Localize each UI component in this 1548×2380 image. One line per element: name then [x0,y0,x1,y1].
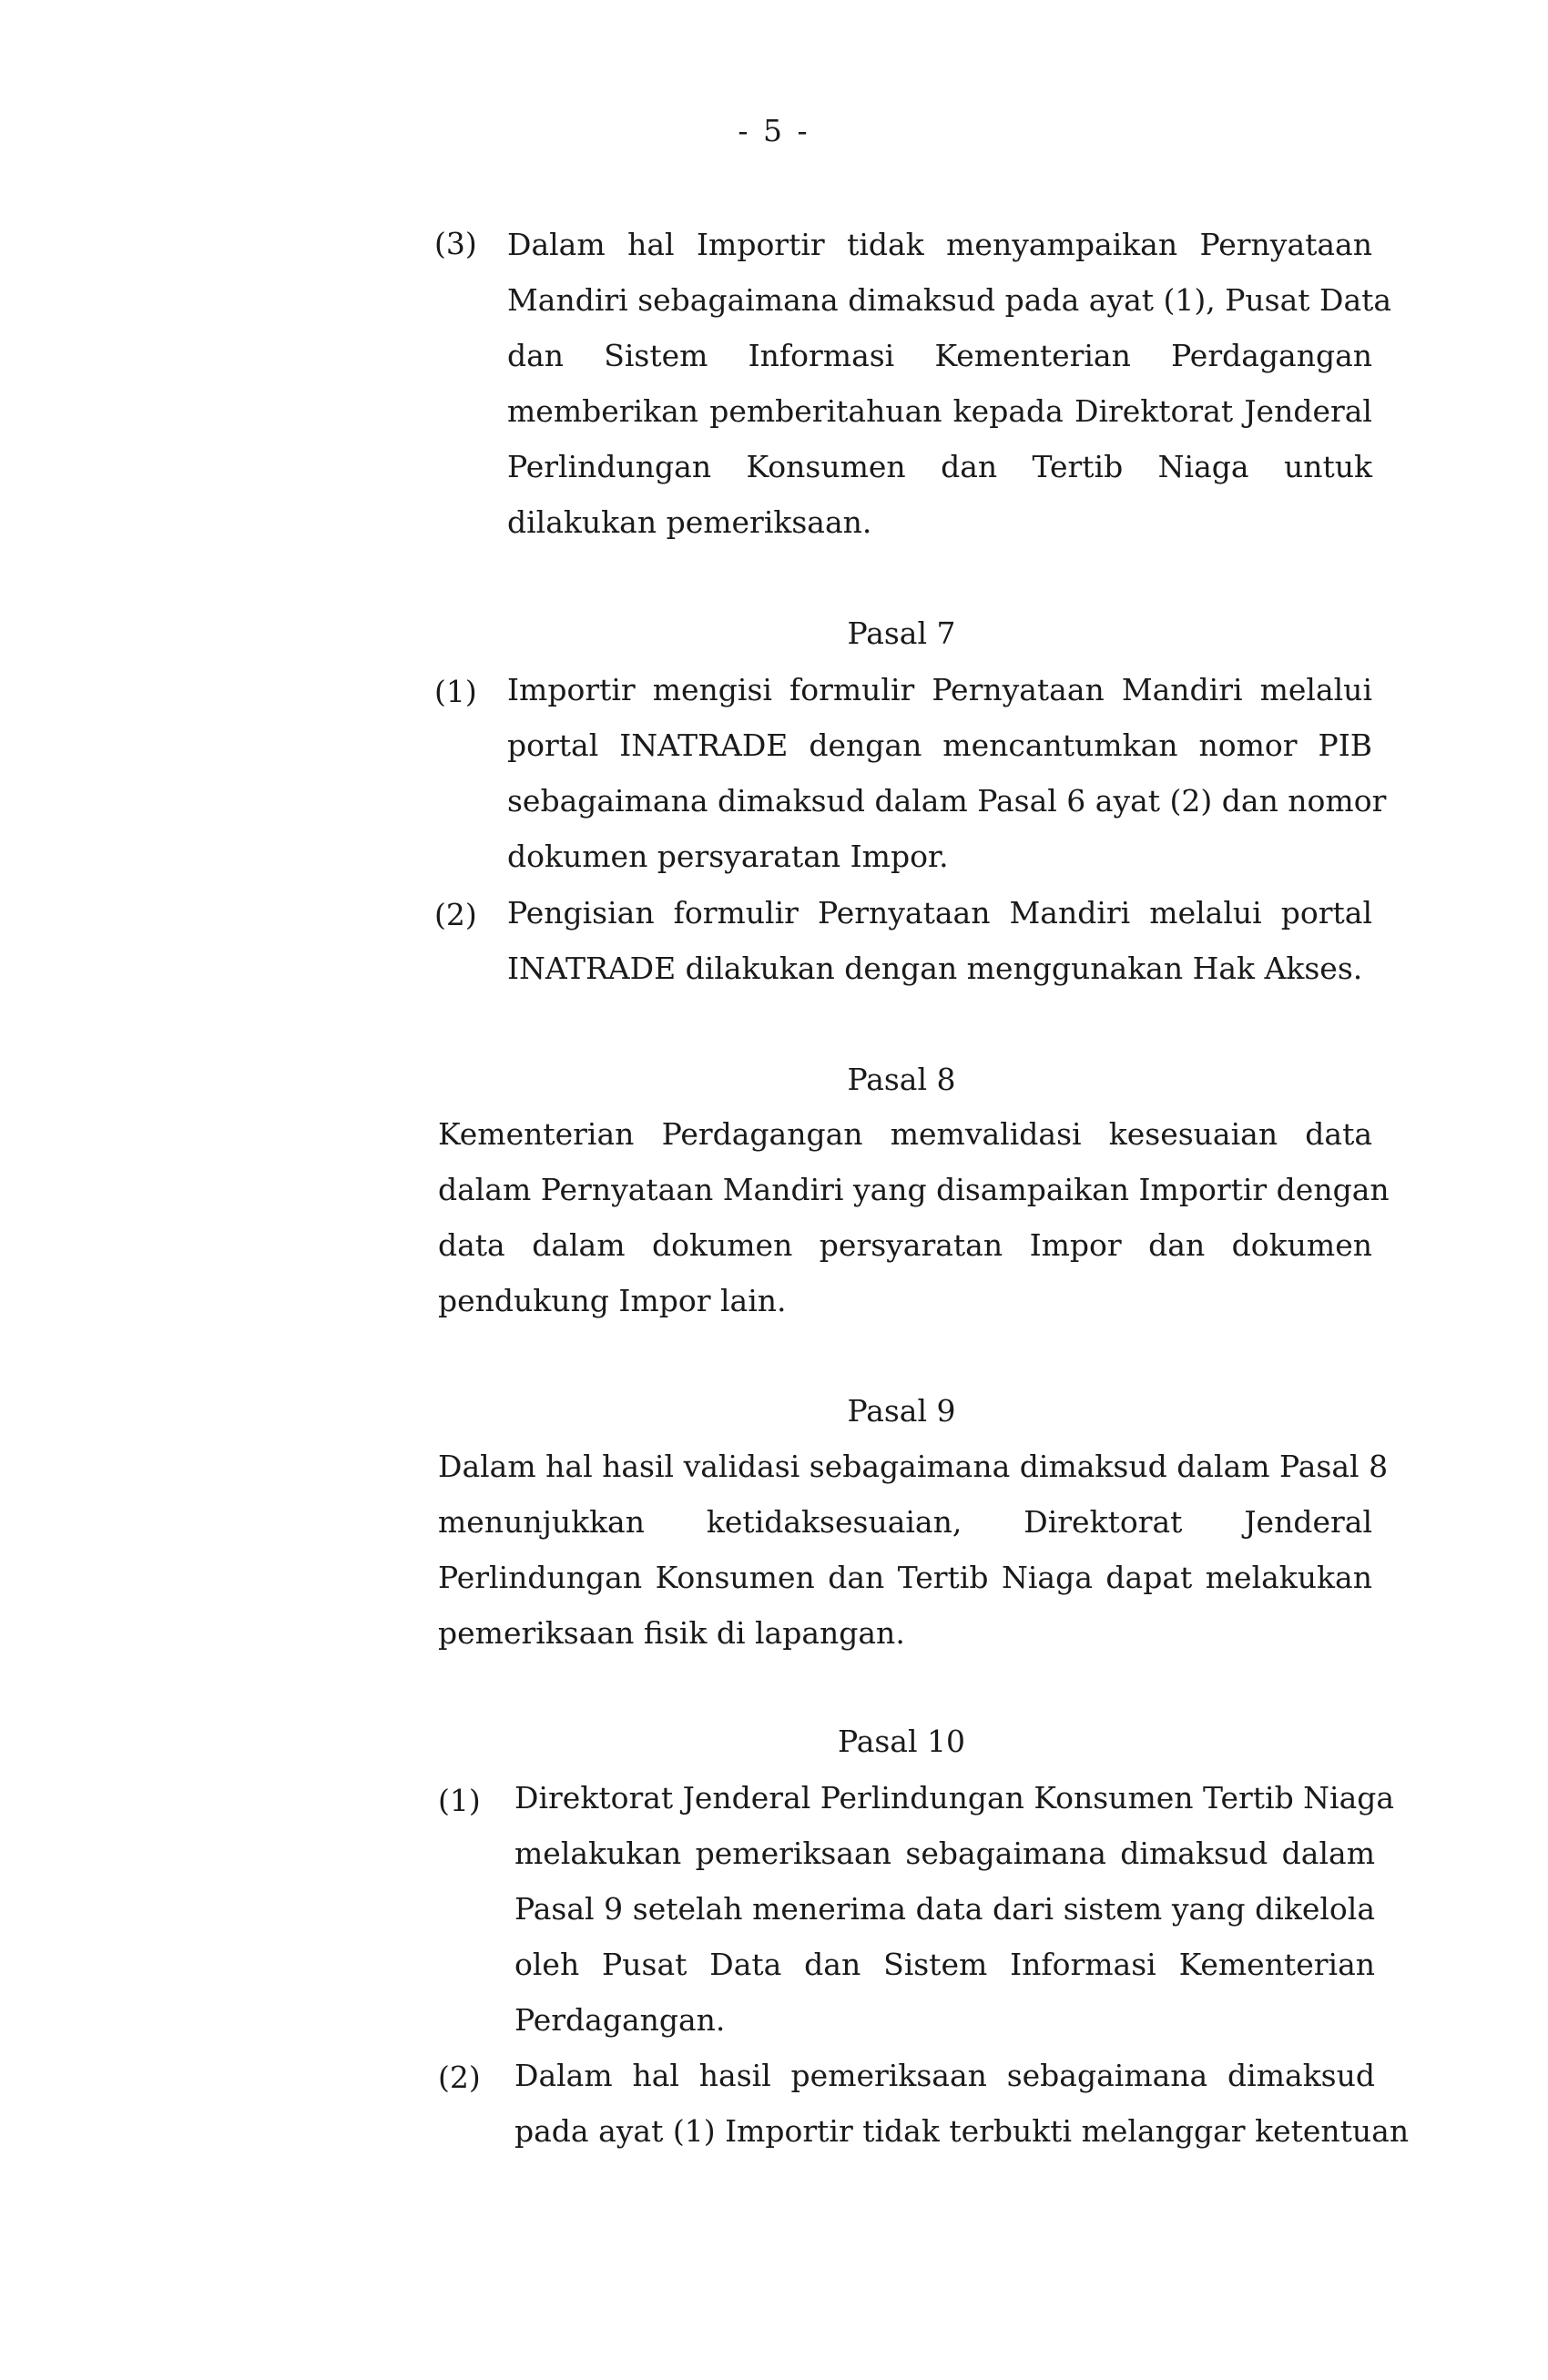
text-line: dan Sistem Informasi Kementerian Perdagangan [507,338,1372,373]
pasal6-item3-text [507,217,1392,550]
pasal-8-heading: Pasal 8 [847,1062,956,1097]
text-line: sebagaimana dimaksud dalam Pasal 6 ayat (2) dan nomor [507,783,1387,819]
text-line: dokumen persyaratan Impor. [507,839,949,874]
text-line: Pengisian formulir Pernyataan Mandiri melalui portal [507,895,1372,931]
pasal-10-heading: Pasal 10 [837,1724,966,1759]
pasal7-item2-text [507,885,1372,996]
text-line: memberikan pemberitahuan kepada Direktorat Jenderal [507,393,1372,429]
text-line: Mandiri sebagaimana dimaksud pada ayat (1), Pusat Data [507,282,1392,318]
text-line: INATRADE dilakukan dengan menggunakan Hak Akses. [507,951,1363,986]
text-line: pemeriksaan fisik di lapangan. [438,1615,905,1651]
page-number: - 5 - [738,113,810,148]
text-line: Dalam hal hasil pemeriksaan sebagaimana dimaksud [514,2058,1375,2093]
pasal10-item1-text [514,1770,1395,2048]
pasal-7-heading: Pasal 7 [847,615,956,651]
text-line: Direktorat Jenderal Perlindungan Konsumen Tertib Niaga [514,1780,1395,1816]
text-line: Perlindungan Konsumen dan Tertib Niaga untuk [507,449,1372,484]
text-line: melakukan pemeriksaan sebagaimana dimaksud dalam [514,1836,1375,1871]
text-line: Perlindungan Konsumen dan Tertib Niaga dapat melakukan [438,1560,1372,1595]
text-line: oleh Pusat Data dan Sistem Informasi Kementerian [514,1947,1375,1982]
text-line: Importir mengisi formulir Pernyataan Mandiri melalui [507,672,1372,707]
item-number: (3) [434,226,477,261]
pasal10-item2-text [514,2048,1410,2159]
item-number: (1) [438,1783,481,1818]
text-line: Dalam hal Importir tidak menyampaikan Pernyataan [507,227,1372,262]
text-line: pada ayat (1) Importir tidak terbukti melanggar ketentuan [514,2113,1410,2149]
text-line: Dalam hal hasil validasi sebagaimana dimaksud dalam Pasal 8 [438,1449,1389,1484]
text-line: menunjukkan ketidaksesuaian, Direktorat Jenderal [438,1504,1372,1540]
pasal8-text [438,1106,1390,1328]
item-number: (2) [434,897,477,932]
text-line: data dalam dokumen persyaratan Impor dan dokumen [438,1227,1372,1263]
text-line: Pasal 9 setelah menerima data dari sistem yang dikelola [514,1891,1375,1927]
text-line: dalam Pernyataan Mandiri yang disampaikan Importir dengan [438,1172,1390,1207]
pasal7-item1-text [507,662,1387,884]
pasal-9-heading: Pasal 9 [847,1393,956,1429]
pasal9-text [438,1439,1389,1661]
text-line: pendukung Impor lain. [438,1283,787,1318]
text-line: portal INATRADE dengan mencantumkan nomor PIB [507,727,1372,763]
item-number: (2) [438,2060,481,2095]
text-line: dilakukan pemeriksaan. [507,504,872,540]
text-line: Kementerian Perdagangan memvalidasi kesesuaian data [438,1116,1372,1152]
text-line: Perdagangan. [514,2002,726,2038]
item-number: (1) [434,674,477,709]
